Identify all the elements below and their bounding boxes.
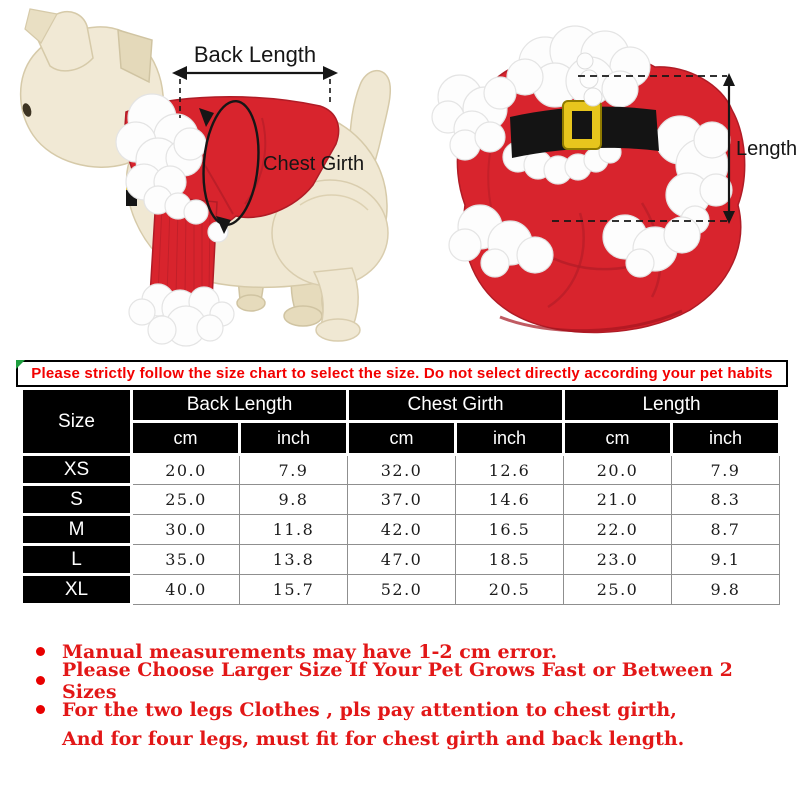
note-text: Manual measurements may have 1-2 cm error.	[62, 640, 558, 663]
value-cell: 8.7	[672, 515, 780, 545]
value-cell: 18.5	[456, 545, 564, 575]
value-cell: 40.0	[132, 575, 240, 605]
size-notice-banner	[16, 360, 788, 387]
value-cell: 22.0	[564, 515, 672, 545]
unit-header: inch	[672, 422, 780, 455]
note-text: For the two legs Clothes , pls pay attention to chest girth,	[62, 698, 677, 721]
note-item	[36, 658, 776, 703]
value-cell: 35.0	[132, 545, 240, 575]
value-cell: 16.5	[456, 515, 564, 545]
size-column-header: Size	[22, 389, 132, 455]
value-cell: 8.3	[672, 485, 780, 515]
value-cell: 9.8	[240, 485, 348, 515]
value-cell: 52.0	[348, 575, 456, 605]
collar-fur	[507, 26, 650, 107]
size-cell: M	[22, 515, 132, 545]
value-cell: 7.9	[672, 455, 780, 485]
value-cell: 20.0	[132, 455, 240, 485]
value-cell: 9.8	[672, 575, 780, 605]
size-cell: XS	[22, 455, 132, 485]
note-bullet-icon	[36, 676, 45, 685]
notice-text: Please strictly follow the size chart to select the size. Do not select directly according your pet habits	[31, 365, 773, 382]
value-cell: 37.0	[348, 485, 456, 515]
unit-header: cm	[564, 422, 672, 455]
value-cell: 13.8	[240, 545, 348, 575]
unit-header: inch	[240, 422, 348, 455]
value-cell: 25.0	[132, 485, 240, 515]
corner-marker	[16, 360, 25, 369]
group-header-length: Length	[564, 389, 780, 422]
value-cell: 23.0	[564, 545, 672, 575]
value-cell: 42.0	[348, 515, 456, 545]
value-cell: 47.0	[348, 545, 456, 575]
back-length-label: Back Length	[193, 42, 317, 67]
value-cell: 11.8	[240, 515, 348, 545]
unit-header: cm	[348, 422, 456, 455]
size-cell: L	[22, 545, 132, 575]
note-bullet-icon	[36, 705, 45, 714]
note-text: Please Choose Larger Size If Your Pet Grows Fast or Between 2 Sizes	[62, 658, 733, 703]
table-row	[22, 485, 780, 515]
table-row	[22, 575, 780, 605]
length-label: Length	[736, 138, 798, 160]
group-header-back-length: Back Length	[132, 389, 348, 422]
value-cell: 21.0	[564, 485, 672, 515]
size-chart-table	[20, 387, 781, 606]
table-row	[22, 455, 780, 485]
group-header-chest-girth: Chest Girth	[348, 389, 564, 422]
value-cell: 14.6	[456, 485, 564, 515]
value-cell: 30.0	[132, 515, 240, 545]
value-cell: 12.6	[456, 455, 564, 485]
value-cell: 9.1	[672, 545, 780, 575]
value-cell: 7.9	[240, 455, 348, 485]
note-bullet-icon	[36, 647, 45, 656]
size-cell: XL	[22, 575, 132, 605]
unit-header: inch	[456, 422, 564, 455]
santa-costume-photo	[430, 5, 800, 350]
table-row	[22, 545, 780, 575]
table-row	[22, 515, 780, 545]
value-cell: 32.0	[348, 455, 456, 485]
dog-mannequin-photo	[0, 0, 440, 356]
value-cell: 15.7	[240, 575, 348, 605]
value-cell: 20.0	[564, 455, 672, 485]
note-text: And for four legs, must fit for chest girth and back length.	[62, 727, 685, 750]
cuff-fur	[129, 284, 234, 346]
note-item	[36, 728, 776, 749]
chest-girth-label: Chest Girth	[263, 153, 365, 175]
unit-header: cm	[132, 422, 240, 455]
value-cell: 20.5	[456, 575, 564, 605]
size-notes	[36, 641, 776, 757]
value-cell: 25.0	[564, 575, 672, 605]
note-item	[36, 699, 776, 720]
size-cell: S	[22, 485, 132, 515]
